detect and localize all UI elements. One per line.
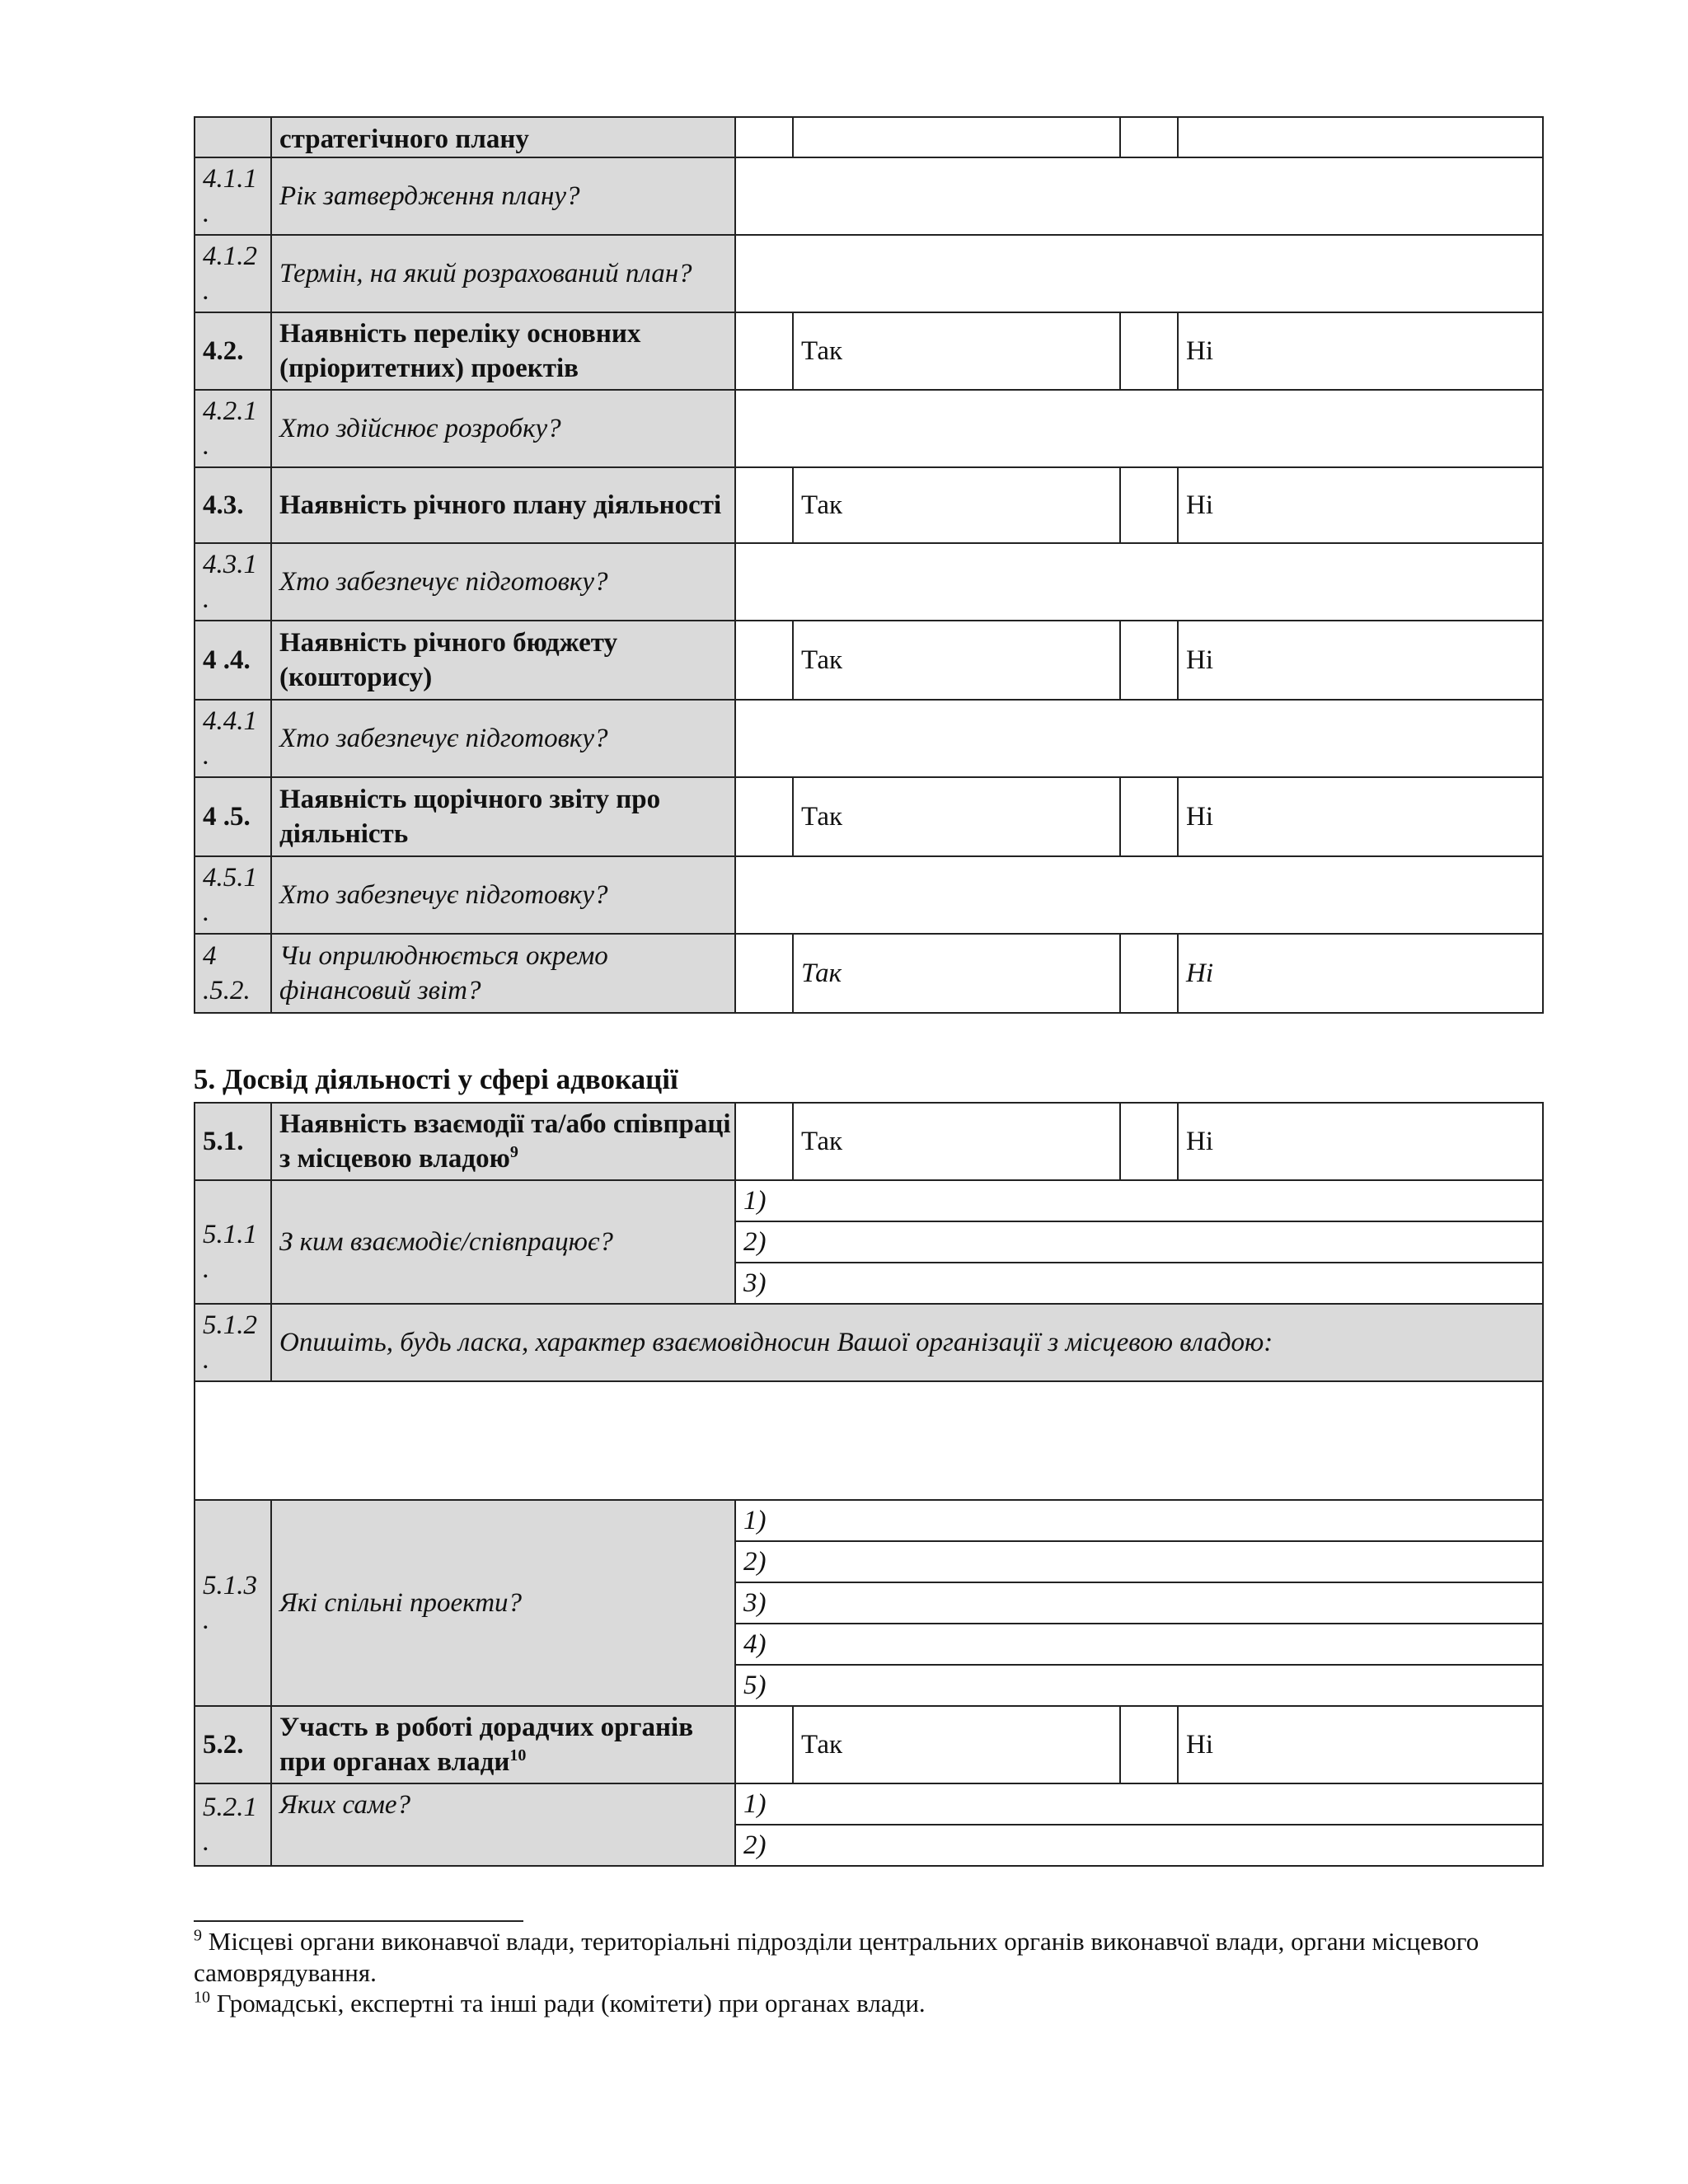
list-item[interactable]: 3) <box>735 1263 1543 1304</box>
no-checkbox[interactable] <box>1120 621 1178 700</box>
yes-checkbox[interactable] <box>735 934 793 1013</box>
table-row <box>195 1500 1543 1541</box>
answer-field[interactable] <box>735 700 1543 777</box>
yes-checkbox[interactable] <box>735 312 793 390</box>
yes-checkbox[interactable] <box>735 117 793 157</box>
table-row <box>195 235 1543 312</box>
footnote-ref: 10 <box>509 1746 527 1765</box>
footnote-separator <box>194 1920 523 1922</box>
table-row <box>195 117 1543 157</box>
no-checkbox[interactable] <box>1120 777 1178 856</box>
row-label: стратегічного плану <box>271 117 735 157</box>
yes-label: Так <box>793 467 1120 543</box>
table-row <box>195 157 1543 235</box>
description-field[interactable] <box>195 1381 1543 1500</box>
no-label: Ні <box>1178 312 1543 390</box>
table-row <box>195 700 1543 777</box>
list-item[interactable]: 1) <box>735 1783 1543 1825</box>
row-label: Наявність щорічного звіту про діяльність <box>271 777 735 856</box>
yes-checkbox[interactable] <box>735 467 793 543</box>
yes-label: Так <box>793 621 1120 700</box>
no-label: Ні <box>1178 467 1543 543</box>
row-label: Наявність річного плану діяльності <box>271 467 735 543</box>
list-item[interactable]: 1) <box>735 1500 1543 1541</box>
yes-label: Так <box>793 777 1120 856</box>
table-row <box>195 1783 1543 1825</box>
row-number: 4.3.1 . <box>195 543 271 621</box>
row-label: Хто забезпечує підготовку? <box>271 700 735 777</box>
row-number: 4.1.1 . <box>195 157 271 235</box>
row-label: Яких саме? <box>271 1783 735 1866</box>
list-item[interactable]: 4) <box>735 1624 1543 1665</box>
row-label-text: Наявність взаємодії та/або співпраці з місцевою владою <box>279 1109 731 1174</box>
yes-checkbox[interactable] <box>735 621 793 700</box>
row-label: Які спільні проекти? <box>271 1500 735 1706</box>
footnote-mark: 10 <box>194 1988 210 2007</box>
no-checkbox[interactable] <box>1120 312 1178 390</box>
row-label-text: Участь в роботі дорадчих органів при органах влади <box>279 1713 694 1777</box>
table-row <box>195 390 1543 467</box>
answer-field[interactable] <box>735 157 1543 235</box>
row-label <box>271 1706 735 1783</box>
yes-checkbox[interactable] <box>735 1103 793 1180</box>
table-row <box>195 934 1543 1013</box>
row-number: 4.2.1 . <box>195 390 271 467</box>
row-label: Рік затвердження плану? <box>271 157 735 235</box>
yes-checkbox[interactable] <box>735 777 793 856</box>
row-number: 4.1.2 . <box>195 235 271 312</box>
row-label: Термін, на який розрахований план? <box>271 235 735 312</box>
row-number <box>195 117 271 157</box>
table-row <box>195 1180 1543 1221</box>
table-row <box>195 1706 1543 1783</box>
section-5-title: 5. Досвід діяльності у сфері адвокації <box>194 1063 678 1095</box>
no-checkbox[interactable] <box>1120 117 1178 157</box>
no-checkbox[interactable] <box>1120 467 1178 543</box>
row-label: Наявність річного бюджету (кошторису) <box>271 621 735 700</box>
row-number: 4.2. <box>195 312 271 390</box>
yes-checkbox[interactable] <box>735 1706 793 1783</box>
no-checkbox[interactable] <box>1120 1103 1178 1180</box>
row-number: 5.1. <box>195 1103 271 1180</box>
row-label: Наявність переліку основних (пріоритетних) проектів <box>271 312 735 390</box>
row-number: 4 .5.2. <box>195 934 271 1013</box>
row-label: Хто здійснює розробку? <box>271 390 735 467</box>
table-row <box>195 621 1543 700</box>
table-row <box>195 467 1543 543</box>
row-number: 4 .5. <box>195 777 271 856</box>
list-item[interactable]: 3) <box>735 1582 1543 1624</box>
row-label: Хто забезпечує підготовку? <box>271 856 735 934</box>
no-checkbox[interactable] <box>1120 1706 1178 1783</box>
table-row <box>195 1304 1543 1381</box>
answer-cell[interactable] <box>1178 117 1543 157</box>
answer-field[interactable] <box>735 235 1543 312</box>
answer-field[interactable] <box>735 543 1543 621</box>
table-row <box>195 1381 1543 1500</box>
row-number: 5.2.1 . <box>195 1783 271 1866</box>
row-number: 5.1.3 . <box>195 1500 271 1706</box>
footnote-9 <box>194 1926 1595 1989</box>
no-label: Ні <box>1178 621 1543 700</box>
answer-cell[interactable] <box>793 117 1120 157</box>
row-number: 5.1.1 . <box>195 1180 271 1304</box>
answer-field[interactable] <box>735 390 1543 467</box>
table-row <box>195 312 1543 390</box>
table-section-4 <box>194 116 1544 1014</box>
no-label: Ні <box>1178 1706 1543 1783</box>
row-number: 5.2. <box>195 1706 271 1783</box>
row-number: 4 .4. <box>195 621 271 700</box>
no-checkbox[interactable] <box>1120 934 1178 1013</box>
yes-label: Так <box>793 1103 1120 1180</box>
row-label <box>271 1103 735 1180</box>
table-row <box>195 1103 1543 1180</box>
row-number: 4.4.1 . <box>195 700 271 777</box>
list-item[interactable]: 2) <box>735 1221 1543 1263</box>
row-number: 4.5.1 . <box>195 856 271 934</box>
yes-label: Так <box>793 934 1120 1013</box>
row-number: 4.3. <box>195 467 271 543</box>
row-label: З ким взаємодіє/співпрацює? <box>271 1180 735 1304</box>
row-label: Чи оприлюднюється окремо фінансовий звіт? <box>271 934 735 1013</box>
list-item[interactable]: 1) <box>735 1180 1543 1221</box>
footnote-mark: 9 <box>194 1926 202 1945</box>
list-item[interactable]: 2) <box>735 1825 1543 1866</box>
table-row <box>195 543 1543 621</box>
row-label: Опишіть, будь ласка, характер взаємовідносин Вашої організації з місцевою владою: <box>271 1304 1543 1381</box>
row-label: Хто забезпечує підготовку? <box>271 543 735 621</box>
footnote-text: Місцеві органи виконавчої влади, територіальні підрозділи центральних органів виконавчої влади, органи місцевого самоврядування. <box>194 1927 1479 1987</box>
table-row <box>195 777 1543 856</box>
footnote-10 <box>194 1988 1595 2019</box>
no-label: Ні <box>1178 934 1543 1013</box>
list-item[interactable]: 5) <box>735 1665 1543 1706</box>
no-label: Ні <box>1178 777 1543 856</box>
table-row <box>195 856 1543 934</box>
yes-label: Так <box>793 312 1120 390</box>
footnote-text: Громадські, експертні та інші ради (комітети) при органах влади. <box>210 1989 926 2018</box>
answer-field[interactable] <box>735 856 1543 934</box>
yes-label: Так <box>793 1706 1120 1783</box>
no-label: Ні <box>1178 1103 1543 1180</box>
list-item[interactable]: 2) <box>735 1541 1543 1582</box>
row-number: 5.1.2 . <box>195 1304 271 1381</box>
table-section-5 <box>194 1102 1544 1867</box>
footnote-ref: 9 <box>509 1143 518 1161</box>
